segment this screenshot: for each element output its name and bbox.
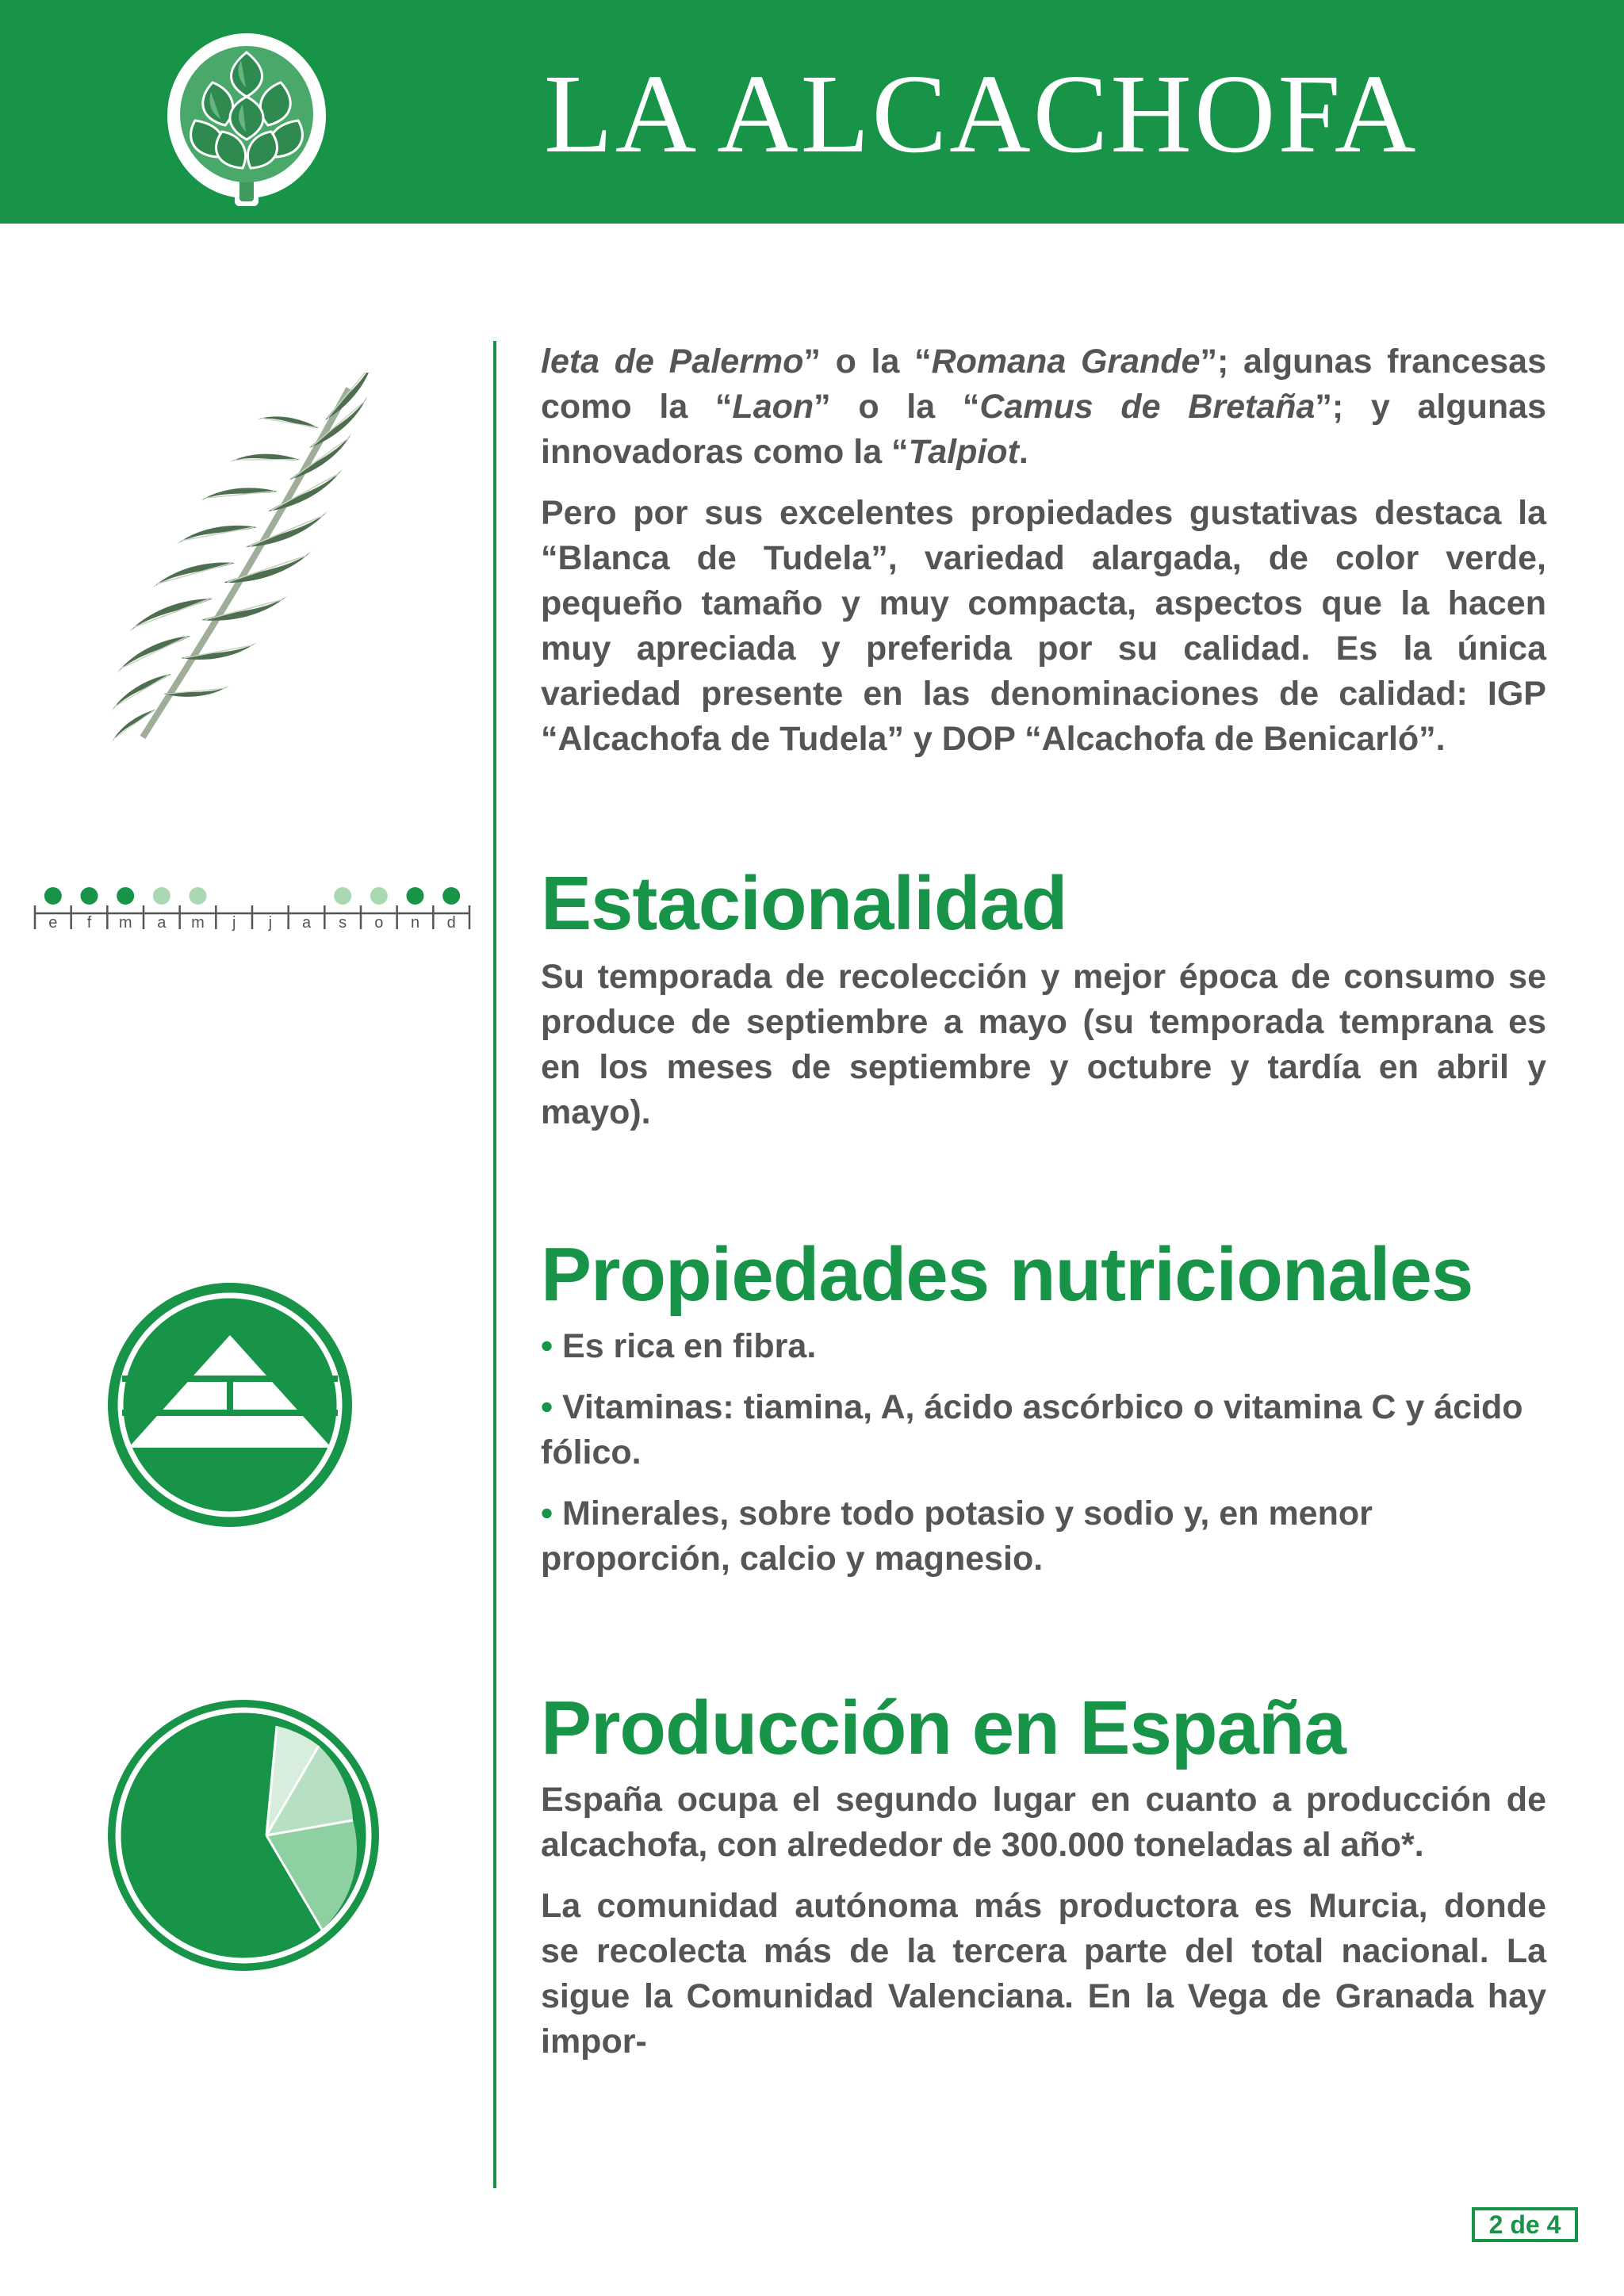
intro-text-run: ”; y algunas innovadoras como la “	[541, 388, 1547, 471]
nutrition-item-fibra: • Es rica en fibra.	[541, 1327, 817, 1365]
month-label: m	[118, 914, 132, 932]
season-dot-light	[334, 887, 351, 905]
artichoke-leaf-illustration	[111, 373, 412, 753]
month-label: o	[374, 914, 384, 932]
season-dot-peak	[44, 887, 62, 905]
food-pyramid-icon	[106, 1281, 354, 1529]
season-dot-peak	[407, 887, 424, 905]
calendar-ticks	[35, 905, 469, 929]
month-label: s	[339, 914, 347, 932]
pie-chart-icon	[106, 1698, 381, 1973]
intro-text-run: ” o la “	[803, 342, 932, 381]
month-label: n	[410, 914, 420, 932]
month-label: f	[86, 914, 92, 932]
nutrition-list	[541, 1324, 1546, 1582]
season-dot-peak	[117, 887, 134, 905]
variety-name: leta de Palermo	[541, 342, 804, 381]
page-number: 2 de 4	[1472, 2207, 1578, 2242]
month-label: m	[191, 914, 205, 932]
season-dot-light	[370, 887, 388, 905]
nutrition-heading: Propiedades nutricionales	[541, 1232, 1473, 1317]
month-label: a	[157, 914, 167, 932]
production-heading: Producción en España	[541, 1686, 1346, 1770]
intro-text-run: ” o la “	[814, 388, 980, 426]
header-banner	[0, 0, 1624, 224]
intro-text-run: ”; algunas francesas como la “	[541, 342, 1546, 426]
page-title: LA ALCACHOFA	[544, 51, 1419, 176]
season-dot-light	[153, 887, 170, 905]
intro-paragraph-varieties	[541, 339, 1546, 475]
production-paragraph-ranking: España ocupa el segundo lugar en cuanto a producción de alcachofa, con alrededor de 300.000 toneladas al año*.	[541, 1781, 1546, 1864]
nutrition-item-minerales: • Minerales, sobre todo potasio y sodio y, en menor proporción, calcio y magnesio.	[541, 1494, 1373, 1578]
production-section	[541, 1686, 1546, 2064]
nutrition-section	[541, 1232, 1546, 1582]
variety-name: Laon	[732, 388, 814, 426]
artichoke-logo-icon	[163, 21, 330, 211]
nutrition-item-vitaminas: • Vitaminas: tiamina, A, ácido ascórbico o vitamina C y ácido fólico.	[541, 1388, 1523, 1471]
season-level-dots	[44, 887, 460, 905]
month-label: j	[268, 914, 273, 932]
intro-section	[541, 339, 1546, 762]
season-dot-peak	[81, 887, 98, 905]
seasonality-section	[541, 861, 1546, 1135]
month-label: e	[48, 914, 58, 932]
seasonality-text: Su temporada de recolección y mejor época de consumo se produce de septiembre a mayo (su temporada temprana es en los meses de septiembre y octubre y tardía en abril y mayo).	[541, 958, 1546, 1131]
month-label: j	[232, 914, 236, 932]
season-dot-peak	[442, 887, 460, 905]
production-paragraph-regions: La comunidad autónoma más productora es Murcia, donde se recolecta más de la tercera parte del total nacional. La sigue la Comunidad Valenciana. En la Vega de Granada hay impor-	[541, 1887, 1546, 2061]
season-dot-light	[190, 887, 207, 905]
variety-name: Talpiot	[908, 433, 1019, 471]
variety-name: Camus de Bretaña	[979, 388, 1316, 426]
seasonality-heading: Estacionalidad	[541, 861, 1067, 946]
intro-text-run: .	[1018, 433, 1028, 471]
seasonality-calendar	[30, 872, 474, 936]
month-label: a	[301, 914, 312, 932]
intro-paragraph-blanca-tudela: Pero por sus excelentes propiedades gustativas destaca la “Blanca de Tudela”, variedad alargada, de color verde, pequeño tamaño y muy compacta, aspectos que la hacen muy apreciada y preferida por su calidad. Es la única variedad presente en las denominaciones de calidad: IGP “Alcachofa de Tudela” y DOP “Alcachofa de Benicarló”.	[541, 494, 1546, 758]
column-divider	[493, 341, 496, 2188]
month-label: d	[446, 914, 456, 932]
variety-name: Romana Grande	[931, 342, 1201, 381]
